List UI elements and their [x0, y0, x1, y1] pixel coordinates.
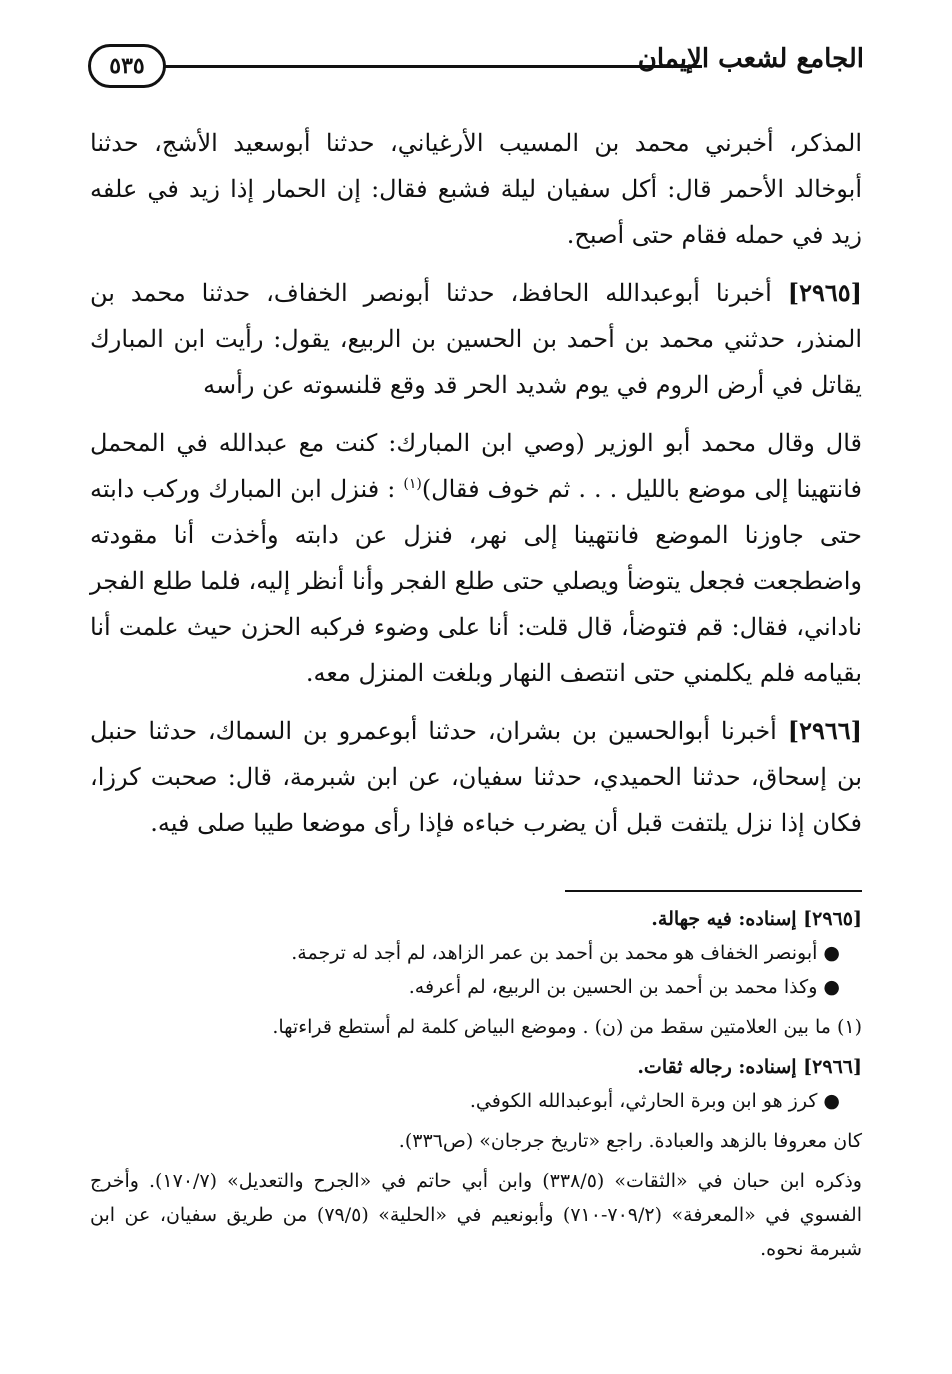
page-header — [88, 38, 864, 98]
main-text — [90, 120, 862, 858]
hadith-number: [٢٩٦٥] — [787, 278, 862, 307]
paragraph-text: قال وقال محمد أبو الوزير (وصي ابن المبارك: كنت مع عبدالله في المحمل فانتهينا إلى موضع بالليل . . . ثم خوف فقال) — [90, 429, 863, 503]
hadith-number: [٢٩٦٦] — [787, 716, 862, 745]
paragraph-1: المذكر، أخبرني محمد بن المسيب الأرغياني، حدثنا أبوسعيد الأشج، حدثنا أبوخالد الأحمر قال: أكل سفيان ليلة فشبع فقال: إن الحمار إذا زيد في علفه زيد في حمله فقام حتى أصبح. — [90, 129, 862, 249]
footnote-2966-text: كان معروفا بالزهد والعبادة. راجع «تاريخ جرجان» (ص٣٣٦). — [398, 1130, 862, 1152]
footnote-2966-text: وذكره ابن حبان في «الثقات» (٣٣٨/٥) وابن أبي حاتم في «الجرح والتعديل» (١٧٠/٧). وأخرج الفسوي في «المعرفة» (٧٠٩/٢-٧١٠) وأبونعيم في «الحلية» (٧٩/٥) من طريق سفيان، عن ابن شبرمة نحوه. — [90, 1170, 862, 1260]
footnote-marker[interactable]: (١) — [403, 476, 422, 492]
footnote-separator — [565, 890, 862, 892]
header-rule — [164, 65, 702, 68]
paragraph-text: : فنزل ابن المبارك وركب دابته حتى جاوزنا الموضع فانتهينا إلى نهر، فنزل عن دابته وأخذت أنا مقودته واضطجعت فجعل يتوضأ ويصلي حتى طلع الفجر وأنا أنظر إليه، فلما طلع الفجر ناداني، فقال: قم فتوضأ، قال قلت: أنا على وضوء فركبه الحزن حيث علمت أنا بقيامه فلم يكلمني حتى انتصف النهار وبلغت المنزل معه. — [90, 475, 862, 687]
footnote-2965-item: ● وكذا محمد بن أحمد بن الحسين بن الربيع، لم أعرفه. — [408, 976, 840, 998]
paragraph-text: أخبرنا أبوالحسين بن بشران، حدثنا أبوعمرو بن السماك، حدثنا حنبل بن إسحاق، حدثنا الحميدي، حدثنا سفيان، عن ابن شبرمة، قال: صحبت كرزا، فكان إذا نزل يلتفت قبل أن يضرب خباءه فإذا رأى موضعا طيبا صلى فيه. — [90, 717, 862, 837]
page-number: ٥٣٥ — [88, 44, 166, 88]
footnote-2965-item: ● أبونصر الخفاف هو محمد بن أحمد بن عمر الزاهد، لم أجد له ترجمة. — [291, 942, 840, 964]
paragraph-2966 — [90, 708, 862, 846]
footnotes — [90, 902, 862, 1266]
running-title: الجامع لشعب الإيمان — [637, 44, 864, 74]
footnote-2966-heading: [٢٩٦٦] إسناده: رجاله ثقات. — [637, 1056, 862, 1078]
footnote-1: (١) ما بين العلامتين سقط من (ن) . وموضع البياض كلمة لم أستطع قراءتها. — [272, 1016, 862, 1038]
footnote-2966-item: ● كرز هو ابن وبرة الحارثي، أبوعبدالله الكوفي. — [469, 1090, 840, 1112]
paragraph-2965 — [90, 270, 862, 408]
paragraph-text: أخبرنا أبوعبدالله الحافظ، حدثنا أبونصر الخفاف، حدثنا محمد بن المنذر، حدثني محمد بن أحمد بن الحسين بن الربيع، يقول: رأيت ابن المبارك يقاتل في أرض الروم في يوم شديد الحر قد وقع قلنسوته عن رأسه — [90, 279, 862, 399]
footnote-2965-heading: [٢٩٦٥] إسناده: فيه جهالة. — [651, 908, 862, 930]
paragraph-3 — [90, 420, 862, 696]
